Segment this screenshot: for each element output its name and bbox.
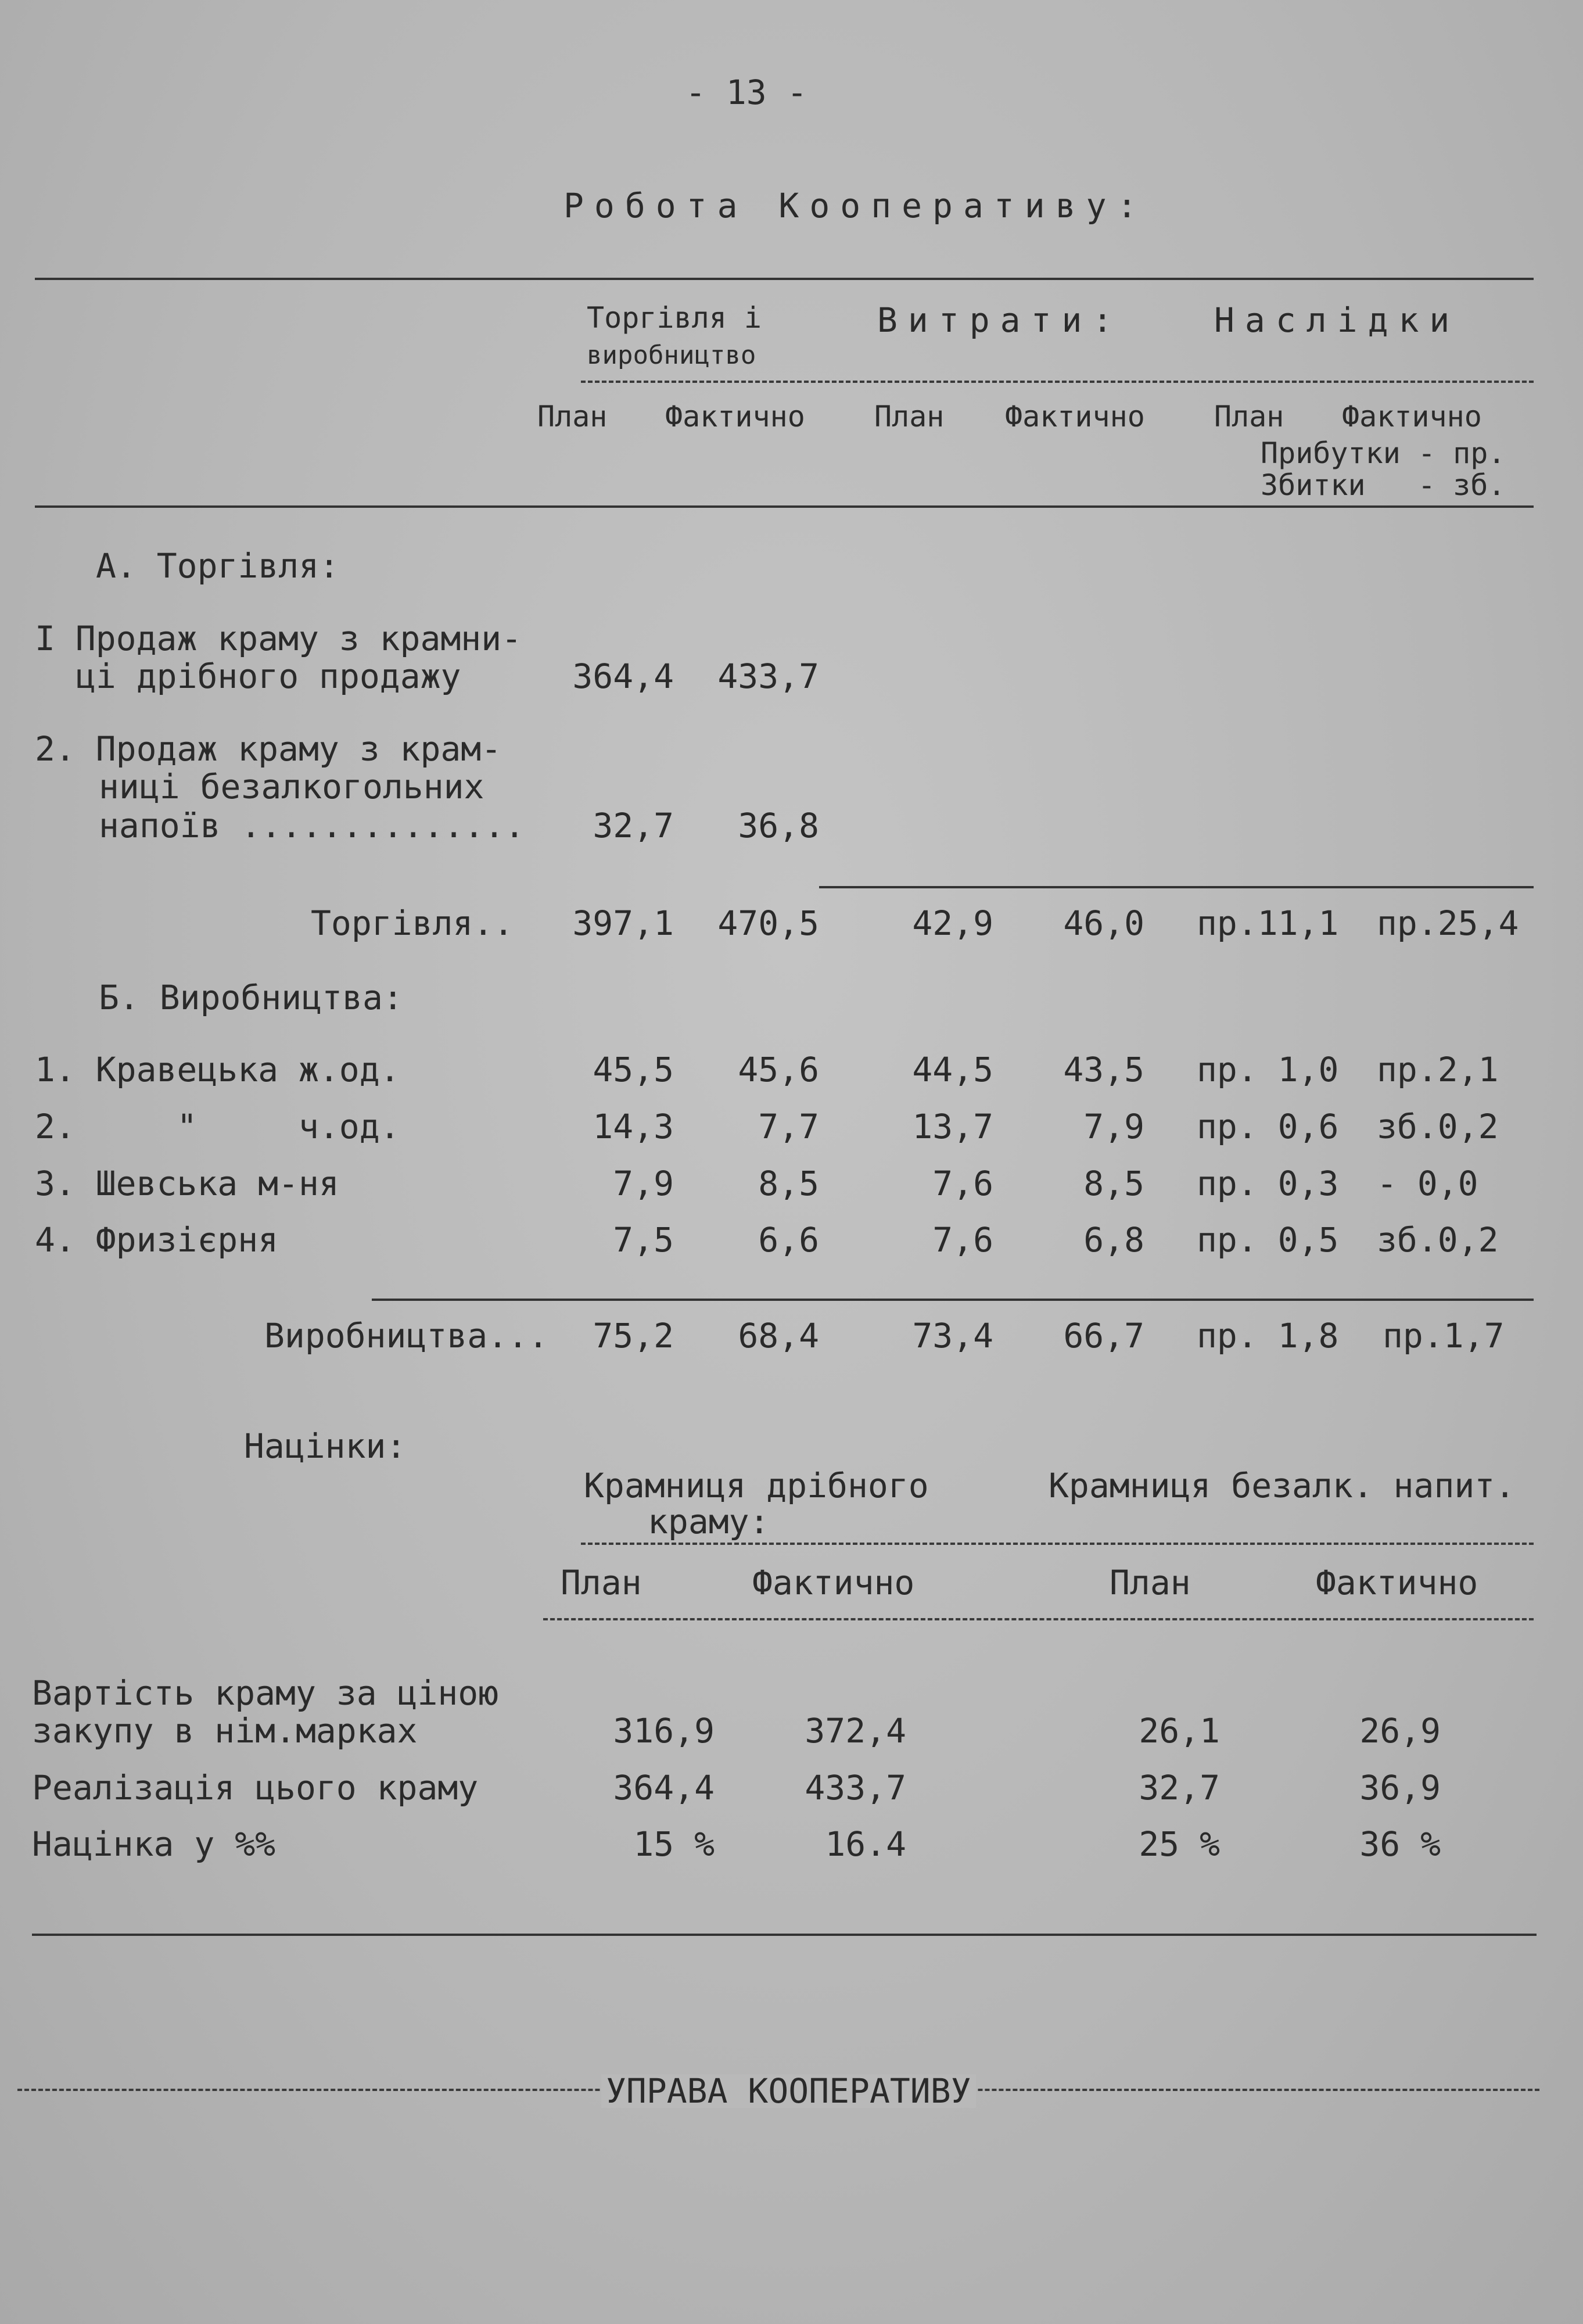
row-b2-plan: 14,3 [593, 1107, 674, 1146]
markup-row1-label-2: закупу в нім.марках [32, 1711, 418, 1751]
section-b-label: Б. Виробництва: [99, 978, 403, 1017]
markup-row3-v4: 36 % [1359, 1824, 1441, 1864]
section-a-total-fact: 470,5 [717, 903, 819, 943]
section-a-total-exp-plan: 42,9 [912, 903, 993, 943]
row-a2-plan: 32,7 [593, 806, 674, 845]
markup-col-header: План [1110, 1563, 1191, 1602]
section-a-total-res-plan: пр.11,1 [1197, 903, 1339, 943]
row-a2-name: 2. Продаж краму з крам- [35, 729, 502, 769]
header-mid-rule [581, 381, 1534, 383]
row-b3-exp-fact: 8,5 [1083, 1164, 1144, 1203]
row-b4-plan: 7,5 [613, 1220, 674, 1260]
footer-signature: УПРАВА КООПЕРАТИВУ [601, 2074, 976, 2108]
markup-shop2: Крамниця безалк. напит. [1049, 1466, 1516, 1505]
row-b2-fact: 7,7 [758, 1107, 819, 1146]
section-b-total-exp-fact: 66,7 [1063, 1316, 1144, 1355]
row-a1-fact: 433,7 [717, 657, 819, 696]
section-b-rule [372, 1299, 1534, 1301]
markup-shop1-2: краму: [648, 1502, 770, 1541]
page-title: Робота Кооперативу: [563, 186, 1148, 225]
header-expenses: Витрати: [877, 300, 1123, 340]
row-b1-exp-fact: 43,5 [1063, 1050, 1144, 1089]
row-b4-exp-plan: 7,6 [932, 1220, 993, 1260]
row-b2-name: 2. " ч.од. [35, 1107, 400, 1146]
results-profit-note: Прибутки - пр. [1261, 436, 1506, 470]
row-b1-res-fact: пр.2,1 [1377, 1050, 1499, 1089]
markup-row2-label: Реалізація цього краму [32, 1768, 479, 1807]
section-a-label: А. Торгівля: [96, 546, 340, 586]
row-b1-res-plan: пр. 1,0 [1197, 1050, 1339, 1089]
markup-label: Націнки: [244, 1426, 407, 1466]
markup-row3-v2: 16.4 [825, 1824, 906, 1864]
row-a1-plan: 364,4 [572, 657, 674, 696]
row-b3-exp-plan: 7,6 [932, 1164, 993, 1203]
markup-row2-v3: 32,7 [1139, 1768, 1220, 1807]
row-b1-exp-plan: 44,5 [912, 1050, 993, 1089]
table-top-rule [35, 278, 1534, 280]
section-a-total-label: Торгівля.. [311, 903, 514, 943]
header-trade: Торгівля і [587, 301, 762, 335]
markup-subheader-rule [543, 1618, 1534, 1620]
markup-row3-v1: 15 % [633, 1824, 715, 1864]
page-number: - 13 - [685, 73, 807, 112]
row-b4-res-fact: зб.0,2 [1377, 1220, 1499, 1260]
row-b3-name: 3. Шевська м-ня [35, 1164, 339, 1203]
markup-row2-v2: 433,7 [805, 1768, 906, 1807]
section-a-total-exp-fact: 46,0 [1063, 903, 1144, 943]
row-b3-res-plan: пр. 0,3 [1197, 1164, 1339, 1203]
row-b4-res-plan: пр. 0,5 [1197, 1220, 1339, 1260]
markup-row1-v3: 26,1 [1139, 1711, 1220, 1751]
row-a1-name-2: ці дрібного продажу [76, 657, 461, 696]
markup-header-rule [581, 1543, 1534, 1545]
col-header: План [537, 400, 608, 433]
markup-row3-label: Націнка у %% [32, 1824, 276, 1864]
markup-row1-v1: 316,9 [613, 1711, 715, 1751]
markup-row1-label: Вартість краму за ціною [32, 1673, 499, 1713]
col-header: Фактично [1005, 400, 1145, 433]
row-a1-name: I Продаж краму з крамни- [35, 619, 522, 658]
row-b2-res-fact: зб.0,2 [1377, 1107, 1499, 1146]
row-b3-res-fact: - 0,0 [1377, 1164, 1478, 1203]
section-b-total-exp-plan: 73,4 [912, 1316, 993, 1355]
header-trade-2: виробництво [587, 340, 756, 370]
row-b1-fact: 45,6 [738, 1050, 819, 1089]
section-b-total-label: Виробництва... [264, 1316, 548, 1355]
col-header: План [874, 400, 945, 433]
section-a-total-res-fact: пр.25,4 [1377, 903, 1519, 943]
markup-col-header: Фактично [1316, 1563, 1478, 1602]
markup-row1-v2: 372,4 [805, 1711, 906, 1751]
row-b4-exp-fact: 6,8 [1083, 1220, 1144, 1260]
section-b-total-fact: 68,4 [738, 1316, 819, 1355]
header-bottom-rule [35, 505, 1534, 508]
markup-shop1: Крамниця дрібного [584, 1466, 929, 1505]
row-b2-exp-plan: 13,7 [912, 1107, 993, 1146]
markup-row3-v3: 25 % [1139, 1824, 1220, 1864]
row-a2-name-2: ниці безалкогольних [99, 767, 484, 806]
row-b1-plan: 45,5 [593, 1050, 674, 1089]
row-b2-res-plan: пр. 0,6 [1197, 1107, 1339, 1146]
markup-col-header: План [561, 1563, 642, 1602]
markup-bottom-rule [32, 1934, 1537, 1936]
markup-row2-v4: 36,9 [1359, 1768, 1441, 1807]
col-header: План [1214, 400, 1284, 433]
row-b1-name: 1. Кравецька ж.од. [35, 1050, 400, 1089]
section-b-total-plan: 75,2 [593, 1316, 674, 1355]
section-b-total-res-fact: пр.1,7 [1383, 1316, 1505, 1355]
header-results: Наслідки [1214, 300, 1460, 340]
col-header: Фактично [1342, 400, 1482, 433]
row-b3-plan: 7,9 [613, 1164, 674, 1203]
row-b2-exp-fact: 7,9 [1083, 1107, 1144, 1146]
section-a-rule [819, 886, 1534, 888]
row-a2-name-3: напоїв .............. [99, 806, 525, 845]
markup-row1-v4: 26,9 [1359, 1711, 1441, 1751]
section-b-total-res-plan: пр. 1,8 [1197, 1316, 1339, 1355]
markup-row2-v1: 364,4 [613, 1768, 715, 1807]
col-header: Фактично [665, 400, 805, 433]
results-loss-note: Збитки - зб. [1261, 468, 1506, 502]
row-b3-fact: 8,5 [758, 1164, 819, 1203]
section-a-total-plan: 397,1 [572, 903, 674, 943]
row-b4-name: 4. Фризієрня [35, 1220, 279, 1260]
row-a2-fact: 36,8 [738, 806, 819, 845]
row-b4-fact: 6,6 [758, 1220, 819, 1260]
markup-col-header: Фактично [752, 1563, 915, 1602]
